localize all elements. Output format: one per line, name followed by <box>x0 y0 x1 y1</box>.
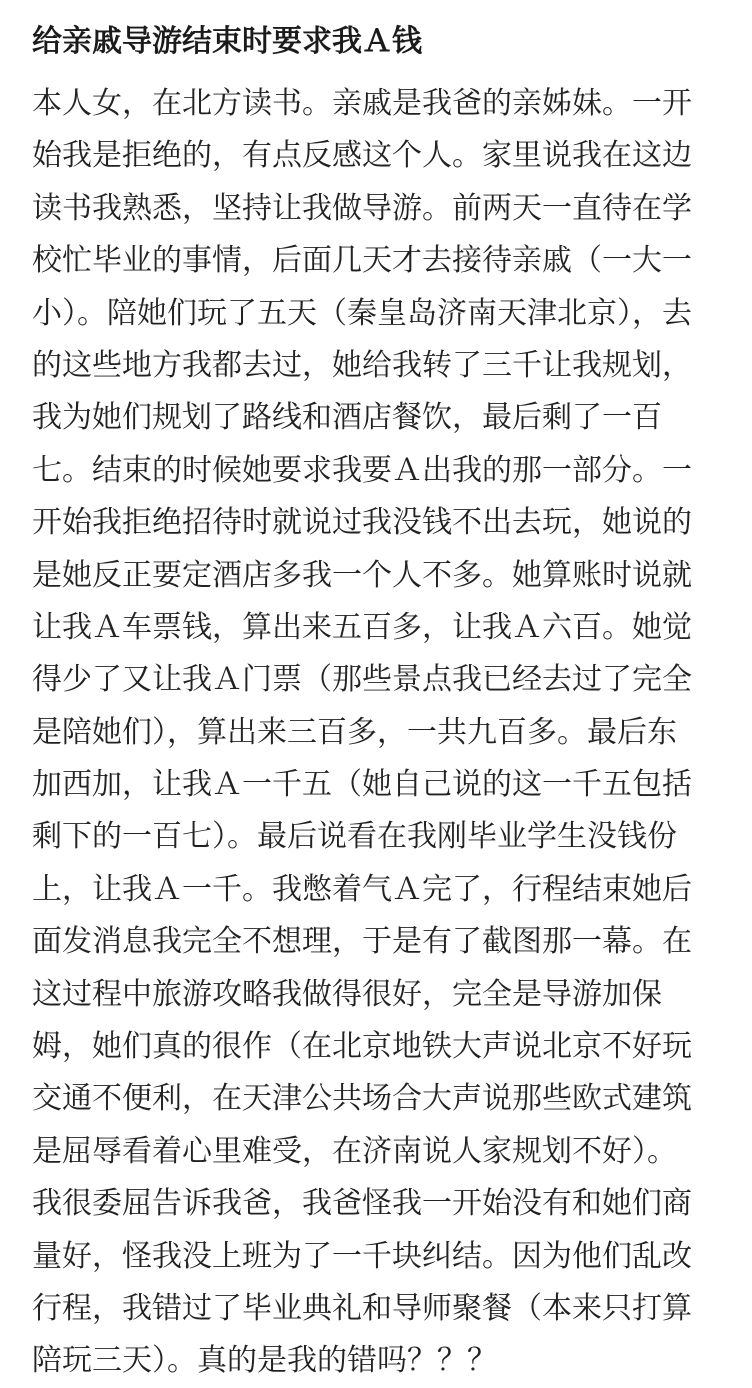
post-body-line: 是屈辱看着心里难受，在济南说人家规划不好）。 <box>32 1133 677 1169</box>
post-body-line: 姆，她们真的很作（在北京地铁大声说北京不好玩 <box>32 1029 692 1065</box>
post-body-line: 读书我熟悉，坚持让我做导游。前两天一直待在学 <box>32 190 692 226</box>
post-body-line: 面发消息我完全不想理，于是有了截图那一幕。在 <box>32 924 692 960</box>
post-title: 给亲戚导游结束时要求我Ａ钱 <box>32 24 422 59</box>
post-body-line: 这过程中旅游攻略我做得很好，完全是导游加保 <box>32 976 662 1012</box>
post-body-line: 七。结束的时候她要求我要Ａ出我的那一部分。一 <box>32 452 692 488</box>
post-body-line: 始我是拒绝的，有点反感这个人。家里说我在这边 <box>32 138 692 174</box>
post-body-line: 是陪她们），算出来三百多，一共九百多。最后东 <box>32 714 677 750</box>
post-body-line: 陪玩三天）。真的是我的错吗？？？ <box>32 1343 497 1379</box>
post-body-line: 交通不便利，在天津公共场合大声说那些欧式建筑 <box>32 1081 692 1117</box>
post-body-line: 本人女，在北方读书。亲戚是我爸的亲姊妹。一开 <box>32 86 692 121</box>
post-body-line: 剩下的一百七）。最后说看在我刚毕业学生没钱份 <box>32 819 677 855</box>
post-body-line: 让我Ａ车票钱，算出来五百多，让我Ａ六百。她觉 <box>32 609 692 645</box>
post-body-line: 量好，怪我没上班为了一千块纠结。因为他们乱改 <box>32 1238 692 1274</box>
post-body-line: 校忙毕业的事情，后面几天才去接待亲戚（一大一 <box>32 243 692 279</box>
post-body-line: 我很委屈告诉我爸，我爸怪我一开始没有和她们商 <box>32 1186 692 1222</box>
post-body-line: 开始我拒绝招待时就说过我没钱不出去玩，她说的 <box>32 505 692 541</box>
post-body-line: 是她反正要定酒店多我一个人不多。她算账时说就 <box>32 557 692 593</box>
post-body-line: 加西加，让我Ａ一千五（她自己说的这一千五包括 <box>32 767 692 803</box>
post-body-line: 我为她们规划了路线和酒店餐饮，最后剩了一百 <box>32 400 662 436</box>
post-card <box>32 0 722 1388</box>
post-body-line: 得少了又让我Ａ门票（那些景点我已经去过了完全 <box>32 662 692 698</box>
post-body-line: 行程，我错过了毕业典礼和导师聚餐（本来只打算 <box>32 1290 692 1326</box>
post-body-line: 上，让我Ａ一千。我憋着气Ａ完了，行程结束她后 <box>32 871 692 907</box>
post-body-line: 的这些地方我都去过，她给我转了三千让我规划， <box>32 347 692 383</box>
post-body <box>32 78 722 1388</box>
post-body-line: 小）。陪她们玩了五天（秦皇岛济南天津北京），去 <box>32 295 692 331</box>
